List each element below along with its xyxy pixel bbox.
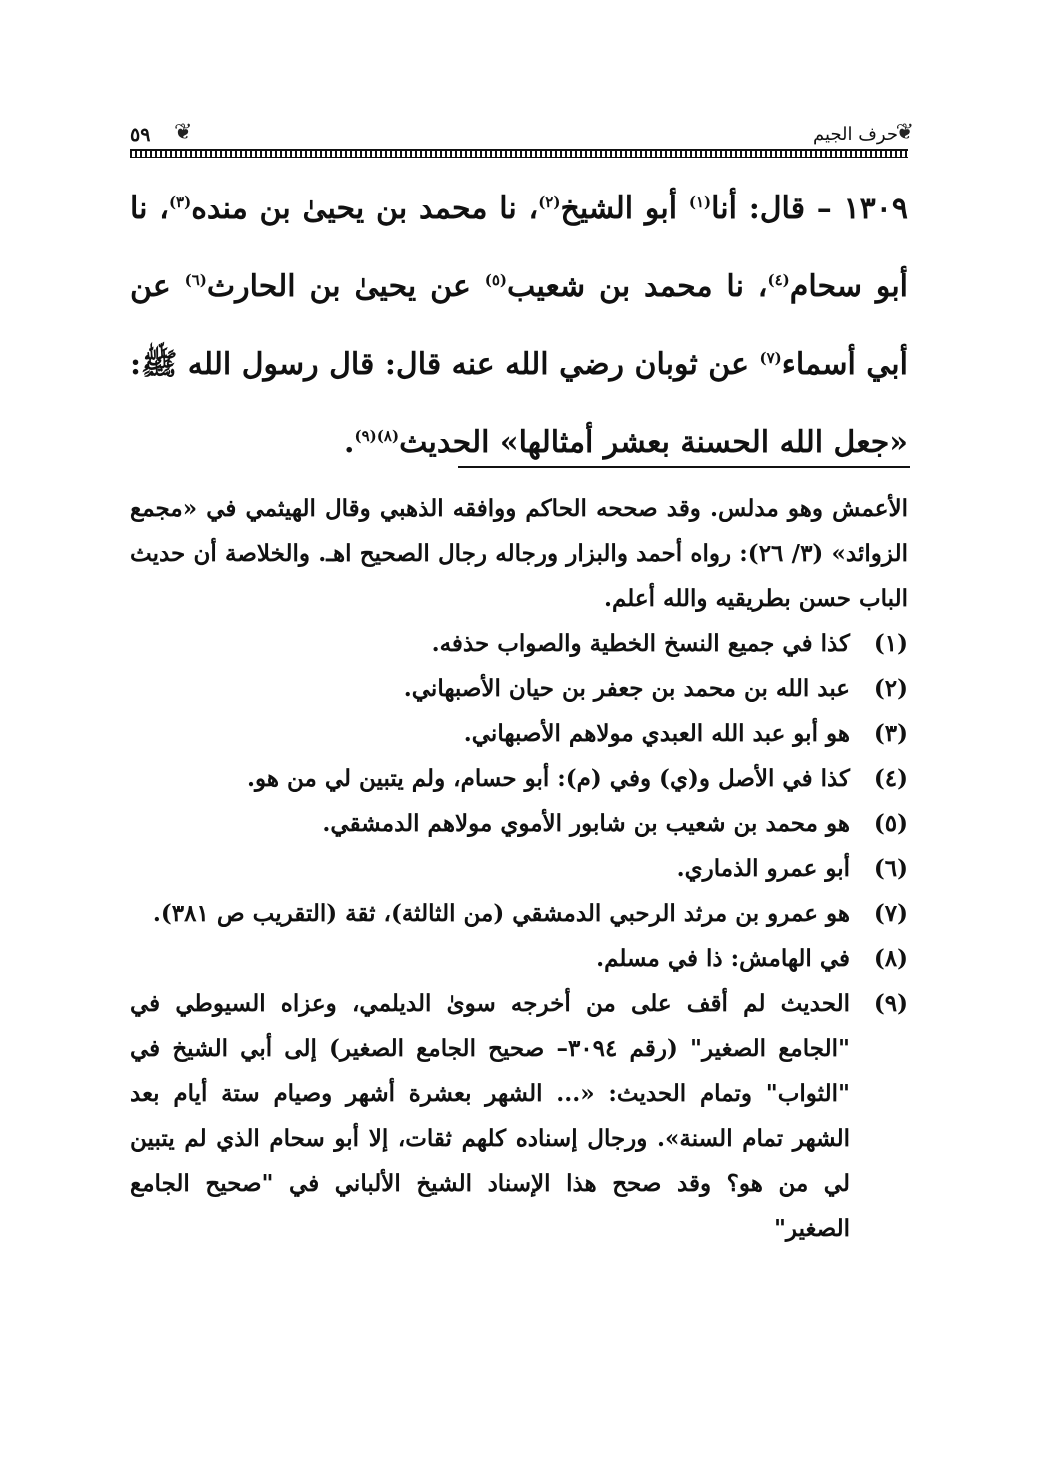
footnote-number: (١)	[873, 630, 908, 657]
footnote-text: في الهامش: ذا في مسلم.	[596, 945, 850, 972]
hadith-text: ١٣٠٩ – قال: أنا	[711, 191, 909, 226]
footnote-number: (٢)	[873, 675, 908, 702]
running-header	[130, 118, 914, 168]
footnote-number: (٣)	[873, 720, 908, 747]
footnote-item	[130, 846, 908, 891]
hadith-text: أبو الشيخ	[560, 191, 689, 226]
footnote-separator	[458, 466, 910, 468]
footnote-ref-4: (٤)	[767, 271, 790, 289]
hadith-text: عن أبي أسماء	[130, 269, 908, 382]
footnote-continuation: الأعمش وهو مدلس. وقد صححه الحاكم ووافقه الذهبي وقال الهيثمي في «مجمع الزوائد» (٣/ ٢٦): رواه أحمد والبزار ورجاله رجال الصحيح اهـ. والخلاصة أن حديث الباب حسن بطريقيه والله أعلم.	[130, 495, 908, 612]
page-number: ٥٩	[130, 124, 151, 146]
footnote-text: هو محمد بن شعيب بن شابور الأموي مولاهم الدمشقي.	[322, 810, 850, 837]
footnotes	[130, 486, 908, 1251]
footnote-item	[130, 666, 908, 711]
footnote-item	[130, 891, 908, 936]
hadith-text: عن ثوبان رضي الله عنه قال: قال رسول الله ﷺ: «جعل الله الحسنة بعشر أمثالها» الحديث	[130, 347, 908, 460]
footnote-ref-1: (١)	[688, 193, 712, 211]
footnote-item	[130, 711, 908, 756]
footnote-ref-3: (٣)	[168, 193, 192, 211]
footnote-ref-6: (٦)	[184, 271, 207, 289]
chapter-title: حرف الجيم	[813, 124, 898, 145]
hadith-paragraph	[130, 170, 908, 482]
hadith-text: ، نا محمد بن يحيىٰ بن منده	[191, 191, 539, 226]
footnote-number: (٩)	[873, 990, 908, 1017]
footnote-ref-5: (٥)	[484, 271, 508, 289]
ornament-left-icon: ❦	[174, 120, 193, 145]
footnote-number: (٧)	[873, 900, 908, 927]
hadith-text: عن يحيىٰ بن الحارث	[206, 269, 485, 304]
footnote-number: (٦)	[873, 855, 908, 882]
footnote-ref-8: (٨)	[376, 427, 400, 445]
footnote-text: كذا في جميع النسخ الخطية والصواب حذفه.	[431, 630, 850, 657]
footnote-number: (٤)	[873, 765, 908, 792]
footnote-text: أبو عمرو الذماري.	[676, 855, 850, 882]
hadith-text: ، نا أبو سحام	[130, 191, 909, 304]
footnote-text: كذا في الأصل و(ي) وفي (م): أبو حسام، ولم يتبين لي من هو.	[246, 765, 850, 792]
footnote-text: هو أبو عبد الله العبدي مولاهم الأصبهاني.	[463, 720, 850, 747]
header-rule	[130, 149, 908, 158]
footnote-ref-2: (٢)	[538, 193, 561, 211]
footnote-number: (٥)	[873, 810, 908, 837]
ornament-right-icon: ❦	[895, 120, 914, 145]
footnote-item	[130, 801, 908, 846]
hadith-text: ، نا محمد بن شعيب	[507, 269, 768, 304]
footnote-item	[130, 936, 908, 981]
footnote-item	[130, 981, 908, 1251]
footnote-text: الحديث لم أقف على من أخرجه سوىٰ الديلمي، وعزاه السيوطي في "الجامع الصغير" (رقم ٣٠٩٤– صحيح الجامع الصغير) إلى أبي الشيخ في "الثواب" وتمام الحديث: «... الشهر بعشرة أشهر وصيام ستة أيام بعد الشهر تمام السنة». ورجال إسناده كلهم ثقات، إلا أبو سحام الذي لم يتبين لي من هو؟ وقد صحح هذا الإسناد الشيخ الألباني في "صحيح الجامع الصغير"	[130, 990, 850, 1242]
footnote-number: (٨)	[873, 945, 908, 972]
hadith-text: .	[344, 425, 355, 460]
footnote-item	[130, 621, 908, 666]
footnote-text: عبد الله بن محمد بن جعفر بن حيان الأصبهاني.	[403, 675, 850, 702]
footnote-ref-9: (٩)	[354, 427, 377, 445]
footnote-item	[130, 756, 908, 801]
footnote-ref-7: (٧)	[759, 349, 782, 367]
footnote-text: هو عمرو بن مرثد الرحبي الدمشقي (من الثالثة)، ثقة (التقريب ص ٣٨١).	[152, 900, 850, 927]
